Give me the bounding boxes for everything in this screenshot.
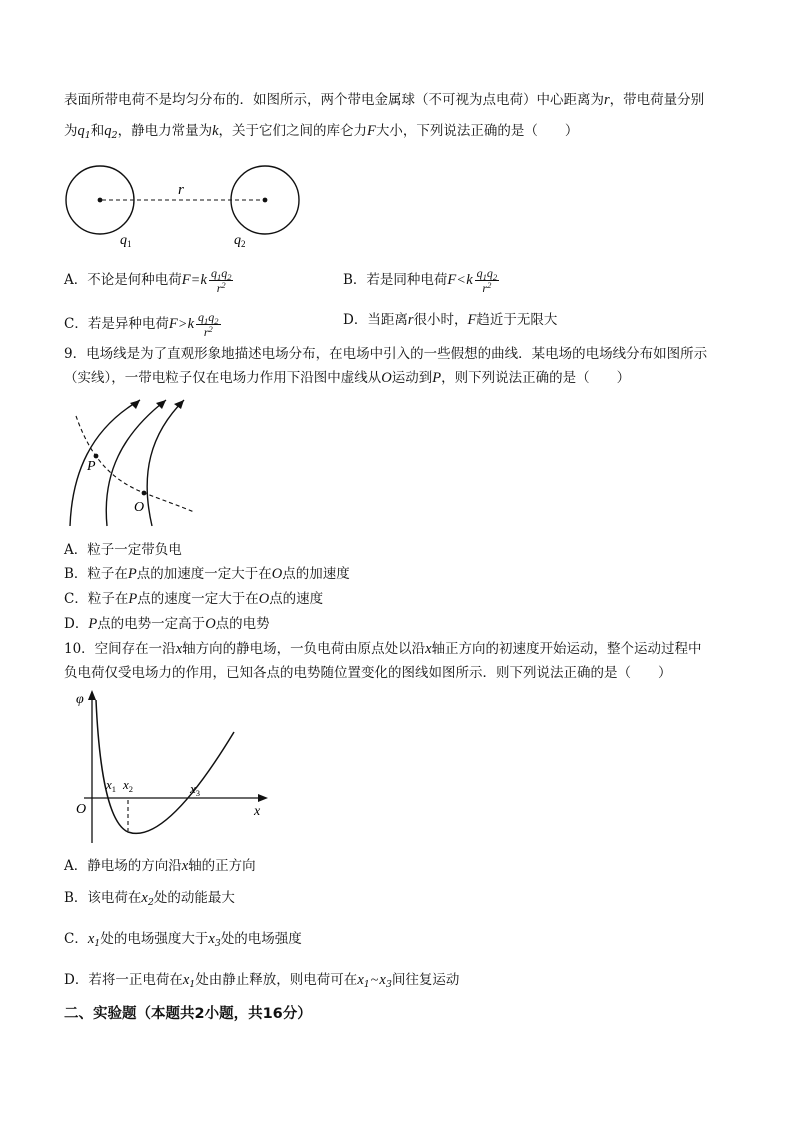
- label-x1: $x_1$: [106, 777, 117, 794]
- q9-option-b: B．粒子在P点的加速度一定大于在O点的加速度: [64, 566, 350, 582]
- field-line-3: [147, 400, 184, 526]
- q10-stem-line-2: 负电荷仅受电场力的作用，已知各点的电势随位置变化的图线如图所示．则下列说法正确的是（ ）: [64, 665, 672, 681]
- label-p: P: [87, 459, 96, 474]
- q9-option-c: C．粒子在P点的速度一定大于在O点的速度: [64, 591, 324, 607]
- label-q1: $q_1$: [120, 233, 132, 249]
- label-q2: $q_2$: [234, 233, 246, 249]
- distance-label: r: [178, 182, 184, 198]
- label-origin: O: [76, 802, 87, 817]
- q8-stem-line-1: 表面所带电荷不是均匀分布的．如图所示，两个带电金属球（不可视为点电荷）中心距离为r，带电荷量分别: [64, 92, 705, 108]
- q10-option-c: C．$x_1$处的电场强度大于$x_3$处的电场强度: [64, 931, 302, 949]
- formula-fraction: $\frac{q_1q_2}{r^2}$: [210, 266, 232, 295]
- potential-graph-figure: [64, 688, 274, 848]
- q8-stem-line-2: 为$q_1$和$q_2$，静电力常量为k，关于它们之间的库仑力F大小，下列说法正确的是（ ）: [64, 123, 579, 141]
- formula-fraction: $\frac{q_1q_2}{r^2}$: [476, 266, 498, 295]
- q9-option-d: D．P点的电势一定高于O点的电势: [64, 616, 270, 632]
- label-phi: φ: [76, 692, 84, 707]
- q10-stem-line-1: 10．空间存在一沿x轴方向的静电场，一负电荷由原点处以沿x轴正方向的初速度开始运动，整个运动过程中: [64, 641, 702, 657]
- potential-curve: [96, 700, 234, 833]
- q9-option-a: A．粒子一定带负电: [64, 542, 182, 558]
- q8-option-b: B．若是同种电荷F<k $\frac{q_1q_2}{r^2}$: [343, 266, 498, 295]
- q9-stem-line-1: 9．电场线是为了直观形象地描述电场分布，在电场中引入的一些假想的曲线．某电场的电场线分布如图所示: [64, 346, 708, 362]
- q10-option-a: A．静电场的方向沿x轴的正方向: [64, 858, 256, 874]
- q8-option-c: C．若是异种电荷F>k $\frac{q_1q_2}{r^2}$: [64, 310, 219, 339]
- q8-option-d: D．当距离r很小时，F趋近于无限大: [343, 312, 558, 328]
- label-x-axis: x: [254, 804, 261, 819]
- section-2-heading: 二、实验题（本题共2小题，共16分）: [64, 1006, 312, 1022]
- label-o: O: [134, 500, 145, 515]
- formula-fraction: $\frac{q_1q_2}{r^2}$: [198, 310, 219, 339]
- point-p-dot: [94, 454, 99, 459]
- label-x2: $x_2$: [123, 777, 134, 794]
- center-dot-q1: [98, 198, 103, 203]
- field-line-1: [70, 400, 140, 526]
- arrowhead-1: [130, 400, 140, 409]
- two-spheres-figure: [60, 160, 310, 250]
- q8-option-a: A．不论是何种电荷F=k $\frac{q_1q_2}{r^2}$: [64, 266, 232, 295]
- point-o-dot: [142, 491, 147, 496]
- q9-stem-line-2: （实线），一带电粒子仅在电场力作用下沿图中虚线从O运动到P，则下列说法正确的是（ ）: [64, 370, 631, 386]
- arrowhead-3: [174, 400, 184, 409]
- q10-option-d: D．若将一正电荷在$x_1$处由静止释放，则电荷可在$x_1\sim x_3$间往复运动: [64, 972, 460, 990]
- field-lines-figure: [62, 394, 197, 529]
- center-dot-q2: [263, 198, 268, 203]
- q10-option-b: B．该电荷在$x_2$处的动能最大: [64, 890, 235, 908]
- x-axis-arrow: [258, 794, 268, 802]
- phi-axis-arrow: [88, 690, 96, 700]
- label-x3: $x_3$: [190, 781, 201, 798]
